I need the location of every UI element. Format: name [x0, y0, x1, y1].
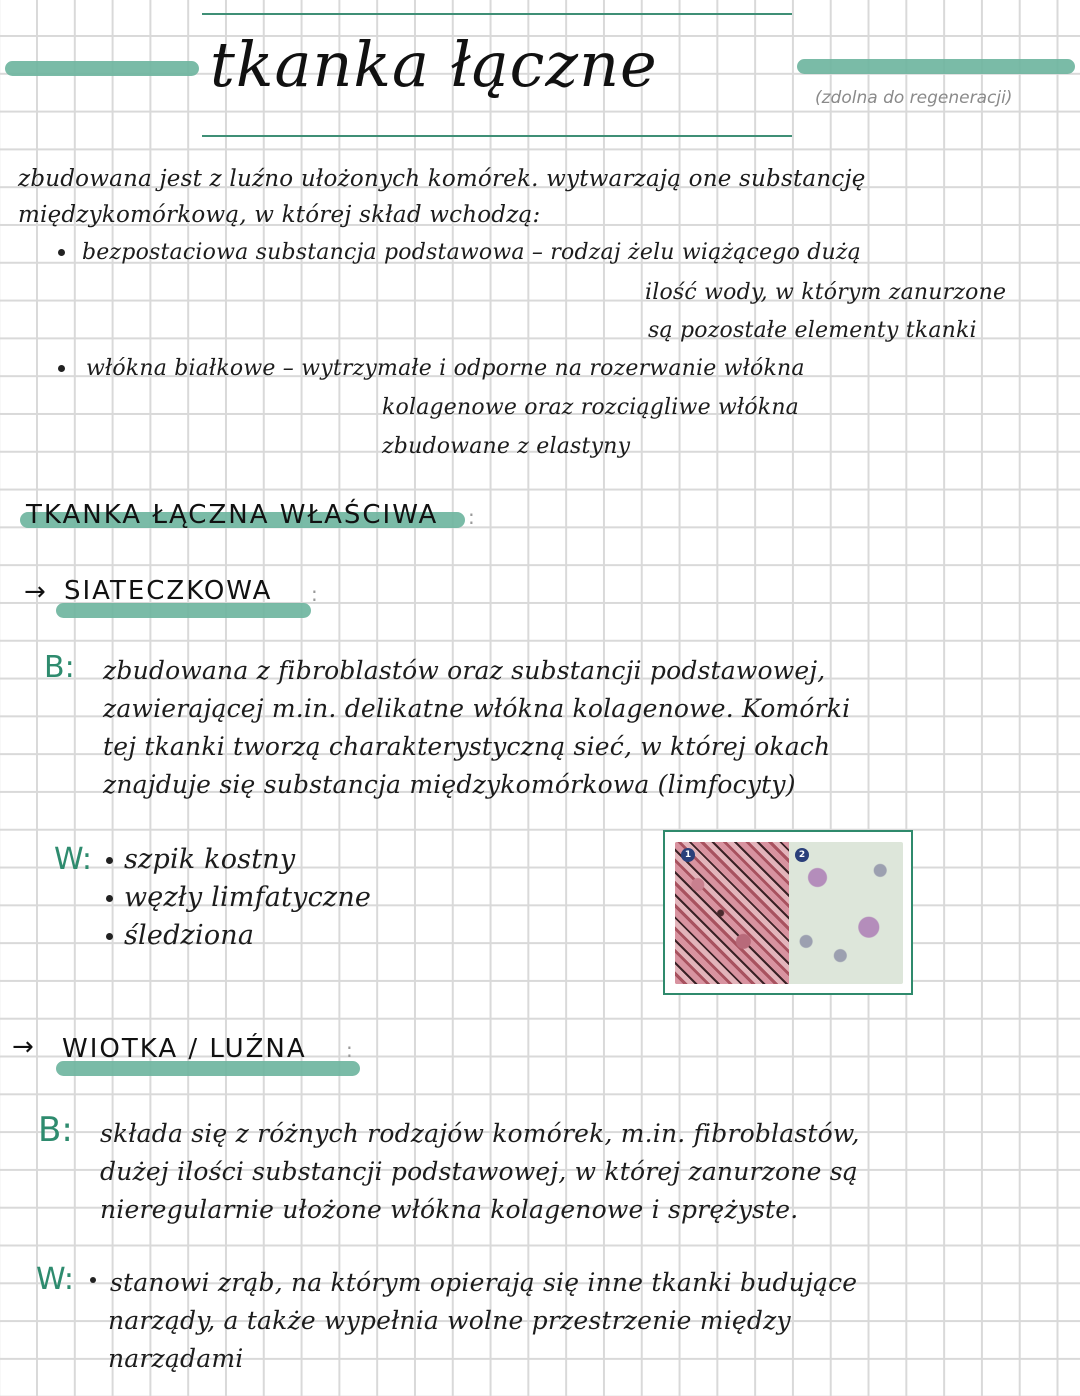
- panel-number-badge: 1: [681, 848, 695, 862]
- occurrence-label: W:: [36, 1262, 75, 1297]
- arrow-icon: →: [24, 577, 46, 607]
- bullet-icon: [90, 1277, 96, 1283]
- sub1-b-line-2: zawierającej m.in. delikatne włókna kolagenowe. Komórki: [103, 694, 851, 723]
- sub2-b-line-2: dużej ilości substancji podstawowej, w której zanurzone są: [100, 1157, 858, 1186]
- intro-bullet-2-line-2: kolagenowe oraz rozciągliwe włókna: [382, 395, 800, 420]
- bullet-icon: [106, 857, 113, 864]
- page-title: tkanka łączne: [210, 28, 658, 101]
- sub1-b-line-1: zbudowana z fibroblastów oraz substancji podstawowej,: [103, 656, 826, 685]
- title-left-highlight: [5, 61, 199, 76]
- structure-label: B:: [44, 650, 75, 685]
- tissue-image: [675, 842, 903, 984]
- title-right-highlight: [797, 59, 1075, 74]
- bullet-icon: [106, 895, 113, 902]
- title-note: (zdolna do regeneracji): [815, 88, 1013, 108]
- sub1-w-item-3: śledziona: [124, 920, 255, 951]
- sub2-w-item-1-line-3: narządami: [108, 1344, 244, 1373]
- sub2-w-item-1-line-1: stanowi zrąb, na którym opierają się inne tkanki budujące: [110, 1268, 858, 1297]
- bullet-icon: [58, 249, 65, 256]
- intro-bullet-1-line-1: bezpostaciowa substancja podstawowa – rodzaj żelu wiążącego dużą: [82, 240, 861, 265]
- title-top-rule: [202, 13, 792, 15]
- intro-bullet-2-line-1: włókna białkowe – wytrzymałe i odporne na rozerwanie włókna: [86, 356, 805, 381]
- subsection-2-heading: WIOTKA / LUŹNA: [62, 1034, 307, 1064]
- subsection-1-heading: SIATECZKOWA: [64, 576, 273, 606]
- bullet-icon: [58, 365, 65, 372]
- tissue-image-panel-2: [789, 842, 903, 984]
- intro-line-2: międzykomórkową, w której skład wchodzą:: [18, 202, 541, 228]
- intro-bullet-1-line-3: są pozostałe elementy tkanki: [648, 318, 977, 343]
- sub2-b-line-3: nieregularnie ułożone włókna kolagenowe i sprężyste.: [100, 1195, 799, 1224]
- sub1-b-line-3: tej tkanki tworzą charakterystyczną sieć, w której okach: [103, 732, 831, 761]
- bullet-icon: [106, 933, 113, 940]
- sub1-b-line-4: znajduje się substancja międzykomórkowa (limfocyty): [103, 770, 796, 799]
- section-heading: TKANKA ŁĄCZNA WŁAŚCIWA: [26, 500, 439, 530]
- tissue-image-panel-1: [675, 842, 789, 984]
- panel-number-badge: 2: [795, 848, 809, 862]
- intro-bullet-1-line-2: ilość wody, w którym zanurzone: [645, 280, 1007, 305]
- section-heading-colon: :: [468, 505, 475, 529]
- sub1-w-item-2: węzły limfatyczne: [124, 882, 372, 913]
- sub1-w-item-1: szpik kostny: [124, 844, 296, 875]
- sub2-b-line-1: składa się z różnych rodzajów komórek, m.in. fibroblastów,: [100, 1119, 860, 1148]
- sub2-w-item-1-line-2: narządy, a także wypełnia wolne przestrzenie między: [108, 1306, 791, 1335]
- intro-bullet-2-line-3: zbudowane z elastyny: [382, 434, 631, 459]
- structure-label: B:: [38, 1110, 73, 1150]
- subsection-2-colon: :: [346, 1038, 353, 1062]
- arrow-icon: →: [12, 1032, 34, 1062]
- occurrence-label: W:: [54, 842, 93, 877]
- title-bottom-rule: [202, 135, 792, 137]
- intro-line-1: zbudowana jest z luźno ułożonych komórek. wytwarzają one substancję: [18, 166, 866, 192]
- subsection-1-colon: :: [311, 582, 318, 606]
